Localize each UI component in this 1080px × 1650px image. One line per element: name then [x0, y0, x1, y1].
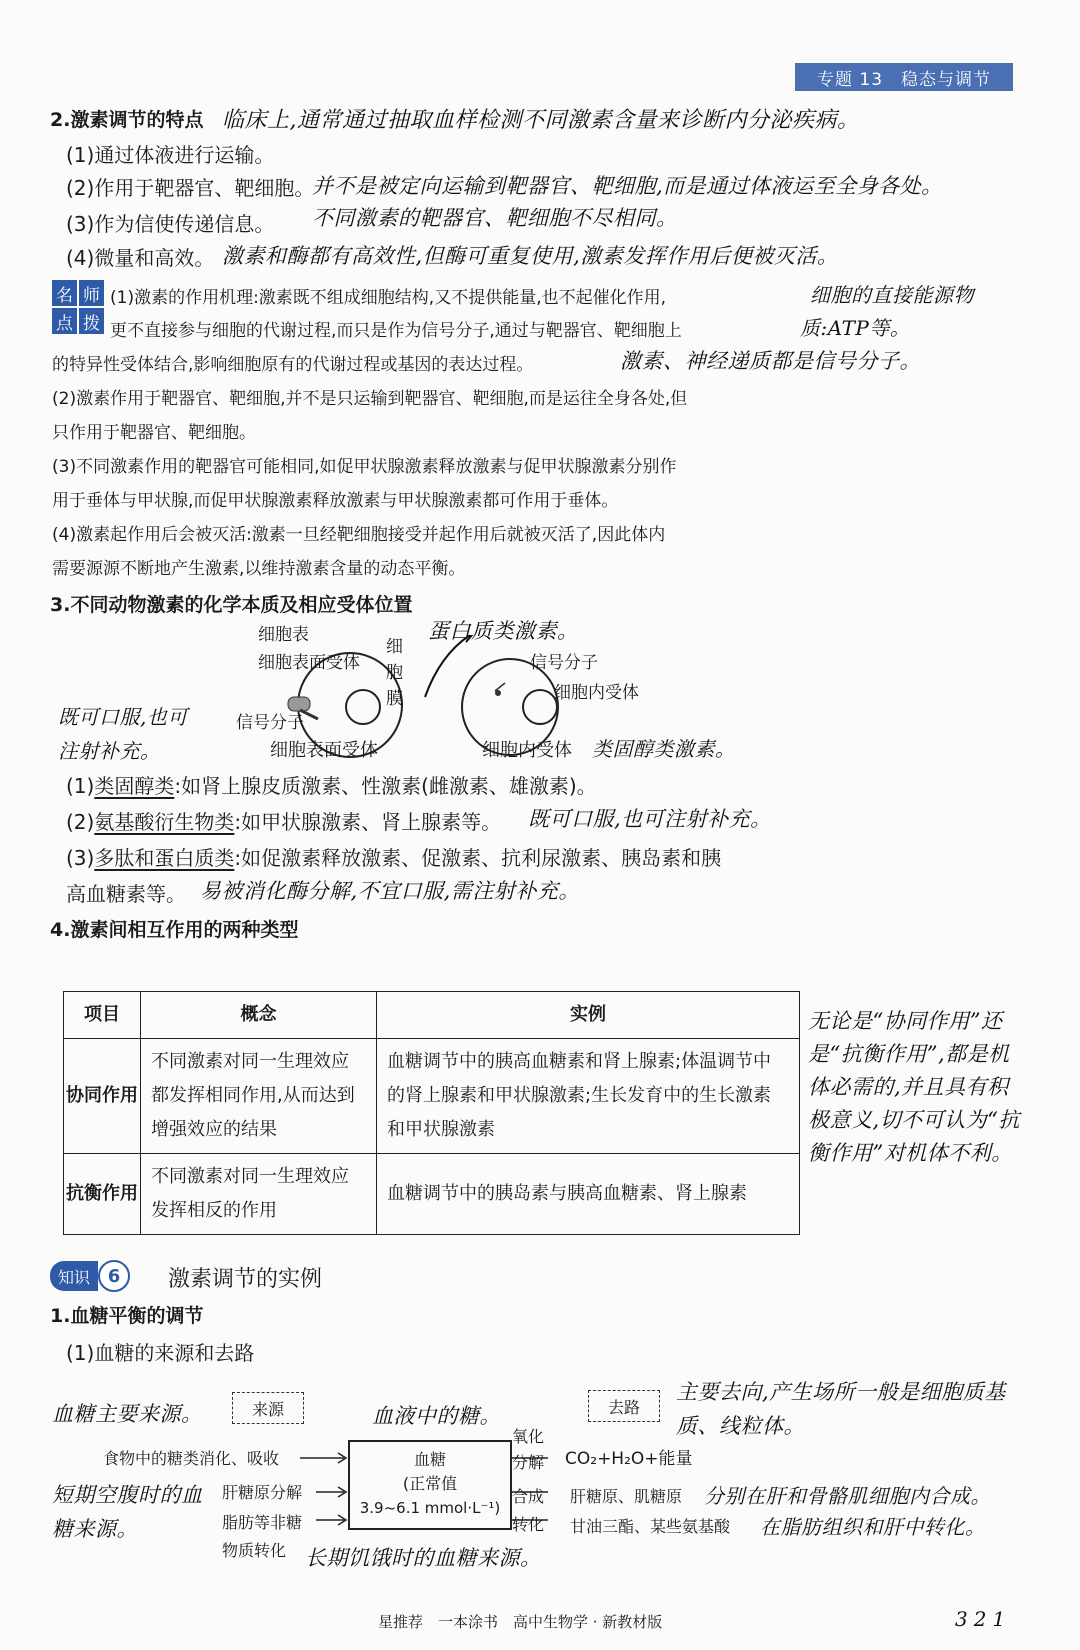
table-row: 协同作用 不同激素对同一生理效应都发挥相同作用,从而达到增强效应的结果 血糖调节中的胰高血糖素和肾上腺素;体温调节中的肾上腺素和甲状腺激素;生长发育中的生长激素和甲状腺激素	[64, 1039, 800, 1154]
section-3-title: 3.不同动物激素的化学本质及相应受体位置	[50, 594, 413, 616]
arrow-conversion: 转化	[512, 1515, 545, 1534]
caption-inner-receptor: 细胞内受体	[482, 740, 572, 761]
teacher-p4a: (4)激素起作用后会被灭活:激素一旦经靶细胞接受并起作用后就被灭活了,因此体内	[52, 525, 666, 545]
knowledge-badge: 知识 6	[50, 1261, 130, 1291]
source-box: 来源	[232, 1392, 304, 1424]
teacher-p2a: (2)激素作用于靶器官、靶细胞,并不是只运输到靶器官、靶细胞,而是运往全身各处,但	[52, 389, 688, 409]
chem-item-2: (2)氨基酸衍生物类:如甲状腺激素、肾上腺素等。	[66, 810, 502, 834]
destination-box: 去路	[588, 1390, 660, 1422]
output-glycogen: 肝糖原、肌糖原	[570, 1487, 683, 1506]
page-number: 321	[955, 1607, 1012, 1631]
section-2-title: 2.激素调节的特点	[50, 109, 204, 131]
source-3a: 脂肪等非糖	[222, 1513, 303, 1532]
feature-1: (1)通过体液进行运输。	[66, 143, 275, 167]
handwritten-short-fast: 短期空腹时的血糖来源。	[52, 1483, 203, 1541]
handwritten-blood-sugar: 血液中的糖。	[372, 1404, 501, 1428]
membrane-3: 膜	[386, 689, 403, 709]
handwritten-injection: 易被消化酶分解,不宜口服,需注射补充。	[200, 879, 580, 903]
teacher-p1a: (1)激素的作用机理:激素既不组成细胞结构,又不提供能量,也不起催化作用,	[110, 288, 667, 308]
table-row: 抗衡作用 不同激素对同一生理效应发挥相反的作用 血糖调节中的胰岛素与胰高血糖素、肾上腺素	[64, 1154, 800, 1235]
label-surface-receptor: 细胞表面受体	[258, 653, 360, 673]
handwritten-energy: 细胞的直接能源物	[810, 283, 974, 307]
feature-4: (4)微量和高效。	[66, 246, 215, 270]
chapter-tag: 专题 13 稳态与调节	[795, 63, 1013, 91]
feature-3: (3)作为信使传递信息。	[66, 212, 275, 236]
teacher-p3b: 用于垂体与甲状腺,而促甲状腺激素释放激素与甲状腺激素都可作用于垂体。	[52, 491, 619, 511]
handwritten-oral: 既可口服,也可注射补充。	[58, 705, 188, 763]
teacher-p1b: 更不直接参与细胞的代谢过程,而只是作为信号分子,通过与靶器官、靶细胞上	[110, 321, 682, 341]
arrow-oxidation-b: 分解	[512, 1453, 545, 1472]
handwritten-note-4: 激素和酶都有高效性,但酶可重复使用,激素发挥作用后便被灭活。	[222, 244, 839, 268]
handwritten-atp: 质:ATP等。	[800, 316, 911, 340]
interaction-table	[63, 991, 800, 1235]
teacher-p1c: 的特异性受体结合,影响细胞原有的代谢过程或基因的表达过程。	[52, 355, 534, 375]
label-inner-receptor: 细胞内受体	[554, 683, 639, 703]
handwritten-signal: 激素、神经递质都是信号分子。	[620, 349, 921, 373]
section-5-title: 1.血糖平衡的调节	[50, 1305, 204, 1327]
caption-surface-receptor: 细胞表面受体	[270, 740, 378, 761]
label-signal-right: 信号分子	[530, 653, 598, 673]
chem-item-3-cont: 高血糖素等。	[66, 882, 186, 906]
handwritten-table-note: 无论是“协同作用”还是“抗衡作用”,都是机体必需的,并且具有积极意义,切不可认为“抗衡作用”对机体不利。	[808, 1009, 1020, 1165]
handwritten-long-fast: 长期饥饿时的血糖来源。	[305, 1546, 542, 1570]
knowledge-title: 激素调节的实例	[168, 1267, 323, 1292]
source-3b: 物质转化	[222, 1541, 287, 1560]
chem-item-3: (3)多肽和蛋白质类:如促激素释放激素、促激素、抗利尿激素、胰岛素和胰	[66, 846, 722, 870]
col-header-concept: 概念	[141, 992, 377, 1039]
badge-char-3: 点	[52, 308, 77, 334]
chem-item-1: (1)类固醇类:如肾上腺皮质激素、性激素(雌激素、雄激素)。	[66, 774, 597, 798]
source-1: 食物中的糖类消化、吸收	[103, 1449, 280, 1468]
handwritten-note-clinical: 临床上,通常通过抽取血样检测不同激素含量来诊断内分泌疾病。	[222, 108, 860, 133]
arrow-synthesis: 合成	[512, 1487, 545, 1506]
label-surface-receptor-a: 细胞表	[258, 625, 309, 645]
output-triglyceride: 甘油三酯、某些氨基酸	[570, 1517, 731, 1536]
handwritten-note-3: 不同激素的靶器官、靶细胞不尽相同。	[312, 206, 678, 230]
teacher-p3a: (3)不同激素作用的靶器官可能相同,如促甲状腺激素释放激素与促甲状腺激素分别作	[52, 457, 677, 477]
feature-2: (2)作用于靶器官、靶细胞。	[66, 176, 315, 200]
teacher-p2b: 只作用于靶器官、靶细胞。	[52, 423, 256, 443]
source-2: 肝糖原分解	[222, 1483, 303, 1502]
badge-char-4: 拨	[79, 308, 104, 334]
arrow-oxidation-a: 氧化	[512, 1427, 545, 1446]
output-co2: CO₂+H₂O+能量	[565, 1449, 693, 1469]
handwritten-destination: 主要去向,产生场所一般是细胞质基质、线粒体。	[676, 1380, 1006, 1438]
badge-char-1: 名	[52, 280, 77, 306]
col-header-example: 实例	[377, 992, 800, 1039]
teacher-p4b: 需要源源不断地产生激素,以维持激素含量的动态平衡。	[52, 559, 466, 579]
footer-book: 星推荐 一本涂书 高中生物学 · 新教材版	[378, 1613, 663, 1631]
badge-char-2: 师	[79, 280, 104, 306]
membrane-1: 细	[386, 637, 403, 657]
section-4-title: 4.激素间相互作用的两种类型	[50, 919, 299, 941]
handwritten-protein: 蛋白质类激素。	[428, 619, 579, 643]
handwritten-oral-2: 既可口服,也可注射补充。	[528, 807, 772, 831]
membrane-2: 胞	[386, 663, 403, 683]
handwritten-note-2: 并不是被定向运输到靶器官、靶细胞,而是通过体液运至全身各处。	[312, 174, 943, 198]
label-signal-left: 信号分子	[236, 713, 304, 733]
handwritten-fat-convert: 在脂肪组织和肝中转化。	[760, 1515, 986, 1539]
section-5-sub: (1)血糖的来源和去路	[66, 1341, 255, 1365]
col-header-item: 项目	[64, 992, 141, 1039]
handwritten-glycogen: 分别在肝和骨骼肌细胞内合成。	[704, 1484, 991, 1508]
handwritten-steroid: 类固醇类激素。	[592, 737, 736, 761]
handwritten-main-source: 血糖主要来源。	[52, 1402, 203, 1426]
blood-glucose-box: 血糖 (正常值 3.9~6.1 mmol·L⁻¹)	[348, 1440, 512, 1530]
